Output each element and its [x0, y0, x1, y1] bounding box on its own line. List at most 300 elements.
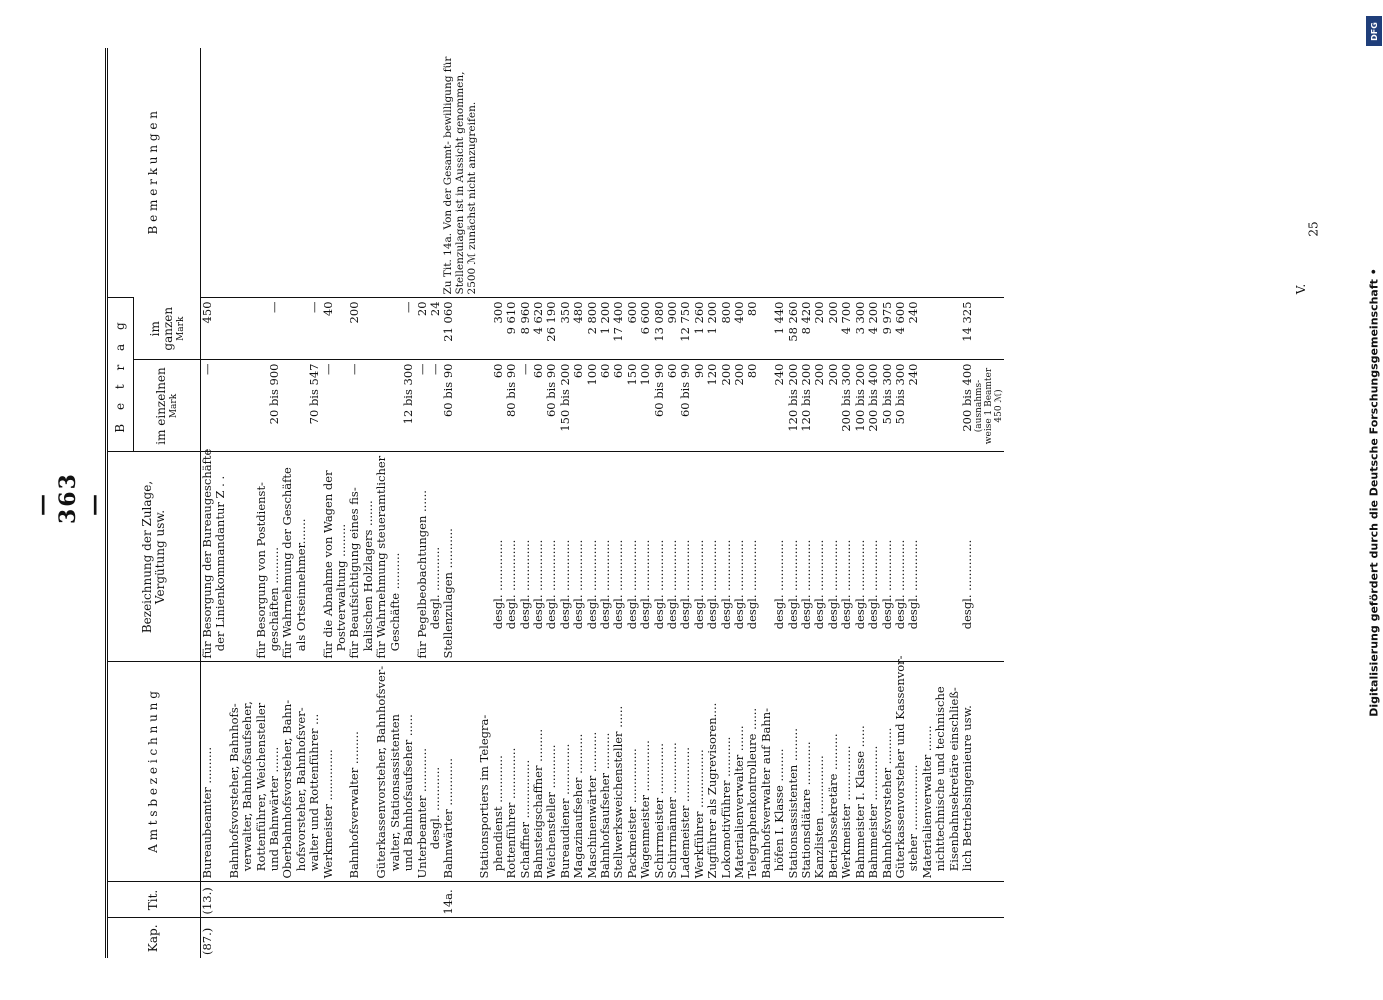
cell-tit — [679, 882, 692, 918]
cell-bez: desgl. .............. — [746, 452, 759, 662]
cell-bemerkung — [840, 48, 853, 298]
cell-ganzen: 26 190 — [545, 298, 558, 360]
cell-amt: Güterkassenvorsteher, Bahnhofsver- walter, Stationsassistenten und Bahnhofsaufseher ...... — [375, 662, 415, 882]
cell-ganzen: 12 750 — [679, 298, 692, 360]
cell-einzelnen: 50 bis 300 — [881, 360, 894, 452]
cell-ganzen: 1 200 — [599, 298, 612, 360]
cell-bemerkung — [800, 48, 813, 298]
cell-tit — [693, 882, 706, 918]
cell-bez: desgl. .............. — [800, 452, 813, 662]
cell-tit — [746, 882, 759, 918]
cell-einzelnen: 200 — [813, 360, 826, 452]
cell-bemerkung — [854, 48, 867, 298]
table-row — [720, 48, 733, 958]
table-row — [612, 48, 625, 958]
cell-bemerkung — [706, 48, 719, 298]
cell-einzelnen: 150 bis 200 — [559, 360, 572, 452]
cell-kap — [693, 918, 706, 958]
cell-bez: desgl. .............. — [612, 452, 625, 662]
cell-bez: desgl. .............. — [720, 452, 733, 662]
table-row — [586, 48, 599, 958]
cell-bez: für Besorgung von Postdienst- geschäften .......... — [228, 452, 282, 662]
table-body — [201, 48, 1005, 958]
cell-amt: Bahnmeister ............... — [867, 662, 880, 882]
cell-bez: desgl. .............. — [586, 452, 599, 662]
cell-einzelnen: 80 — [746, 360, 759, 452]
cell-tit — [416, 882, 443, 918]
cell-amt: Wagenmeister .............. — [639, 662, 652, 882]
cell-einzelnen: 60 bis 90 — [545, 360, 558, 452]
cell-kap — [322, 918, 349, 958]
cell-einzelnen: 200 — [733, 360, 746, 452]
header-amt: A m t s b e z e i c h n u n g — [107, 662, 201, 882]
cell-ganzen: — — [281, 298, 321, 360]
cell-bemerkung — [532, 48, 545, 298]
cell-einzelnen: — — [348, 360, 375, 452]
cell-amt: Bahnhofsvorsteher, Bahnhofs- verwalter, Bahnhofsaufseher, Rottenführer, Weichensteller und Bahnwärter ....... — [228, 662, 282, 882]
cell-kap — [720, 918, 733, 958]
table-row — [881, 48, 894, 958]
cell-kap — [787, 918, 800, 958]
cell-amt: Magazinaufseher ........... — [572, 662, 585, 882]
cell-einzelnen: — — — [416, 360, 443, 452]
cell-ganzen: 200 — [348, 298, 375, 360]
cell-bemerkung — [626, 48, 639, 298]
cell-tit — [599, 882, 612, 918]
cell-bez: für die Abnahme von Wagen der Postverwaltung ......... — [322, 452, 349, 662]
cell-bez: Stellenzulagen ........... — [442, 452, 478, 662]
cell-bemerkung — [599, 48, 612, 298]
cell-einzelnen: 240 — [760, 360, 787, 452]
footer-number: 25 — [1306, 221, 1321, 237]
cell-tit — [720, 882, 733, 918]
cell-einzelnen: 120 bis 200 — [800, 360, 813, 452]
cell-kap — [478, 918, 505, 958]
cell-ganzen: 14 325 — [921, 298, 1005, 360]
cell-amt: Bahnsteigschaffner ......... — [532, 662, 545, 882]
cell-ganzen: — — [228, 298, 282, 360]
cell-tit — [706, 882, 719, 918]
cell-amt: Unterbeamter ............ desgl. ............ — [416, 662, 443, 882]
cell-bez: desgl. .............. — [693, 452, 706, 662]
cell-tit — [827, 882, 840, 918]
cell-amt: Stellwerksweichensteller ...... — [612, 662, 625, 882]
cell-bemerkung — [720, 48, 733, 298]
cell-kap — [572, 918, 585, 958]
cell-bez: desgl. .............. — [532, 452, 545, 662]
cell-bez: desgl. .............. — [599, 452, 612, 662]
cell-tit — [505, 882, 518, 918]
table-row — [679, 48, 692, 958]
table-row — [760, 48, 787, 958]
cell-kap — [800, 918, 813, 958]
cell-bemerkung — [881, 48, 894, 298]
cell-ganzen: 80 — [746, 298, 759, 360]
cell-einzelnen: 120 — [706, 360, 719, 452]
dfg-logo: DFG — [1366, 16, 1382, 46]
cell-einzelnen: 50 bis 300 240 — [894, 360, 921, 452]
cell-bemerkung: Zu Tit. 14a. Von der Gesamt- bewilligung für Stellenzulagen ist in Aussicht genommen, 2500 ℳ zunächst nicht anzugreifen. — [442, 56, 479, 295]
cell-bemerkung — [586, 48, 599, 298]
header-kap: Kap. — [107, 918, 201, 958]
cell-kap — [746, 918, 759, 958]
cell-amt: Telegraphenkontrolleure ...... — [746, 662, 759, 882]
cell-kap — [639, 918, 652, 958]
cell-tit — [626, 882, 639, 918]
cell-bemerkung — [375, 48, 415, 298]
cell-ganzen: 21 060 — [442, 298, 478, 360]
cell-kap — [733, 918, 746, 958]
cell-bez: desgl. .............. — [760, 452, 787, 662]
header-ganzen: im ganzen Mark — [134, 298, 201, 360]
cell-tit — [322, 882, 349, 918]
cell-tit — [519, 882, 532, 918]
table-row — [281, 48, 321, 958]
cell-tit — [375, 882, 415, 918]
cell-amt: Materialienverwalter ....... nichttechnische und technische Eisenbahnsekretäre einschließ- lich Betriebsingenieure usw. — [921, 662, 1005, 882]
cell-kap — [416, 918, 443, 958]
table-row — [733, 48, 746, 958]
header-betrag: B e t r a g — [107, 298, 134, 452]
cell-tit — [867, 882, 880, 918]
cell-einzelnen: 80 bis 90 — [505, 360, 518, 452]
header-einzelnen: im einzelnen Mark — [134, 360, 201, 452]
table-row — [375, 48, 415, 958]
watermark — [1366, 8, 1383, 988]
cell-bez: desgl. .............. — [706, 452, 719, 662]
cell-einzelnen: 150 — [626, 360, 639, 452]
table-row — [800, 48, 813, 958]
table-row — [706, 48, 719, 958]
cell-ganzen: 300 — [478, 298, 505, 360]
cell-tit — [478, 882, 505, 918]
cell-einzelnen: 120 bis 200 — [787, 360, 800, 452]
cell-bez: desgl. .............. — [881, 452, 894, 662]
cell-amt: Lokomotivführer ........... — [720, 662, 733, 882]
cell-ganzen: 4 600 240 — [894, 298, 921, 360]
cell-kap — [281, 918, 321, 958]
cell-bemerkung — [787, 48, 800, 298]
cell-ganzen: 17 400 — [612, 298, 625, 360]
cell-amt: Güterkassenvorsteher und Kassenvor- steher .................. — [894, 662, 921, 882]
cell-ganzen: 900 — [666, 298, 679, 360]
table-row — [894, 48, 921, 958]
cell-amt: Stationsdiätare ............ — [800, 662, 813, 882]
cell-amt: Stationsassistenten ......... — [787, 662, 800, 882]
cell-kap — [442, 918, 478, 958]
cell-tit — [813, 882, 826, 918]
cell-bemerkung — [519, 48, 532, 298]
cell-bez: desgl. .............. — [559, 452, 572, 662]
cell-bemerkung — [666, 48, 679, 298]
header-bez: Bezeichnung der Zulage, Vergütung usw. — [107, 452, 201, 662]
cell-einzelnen: 100 — [586, 360, 599, 452]
cell-bez: für Pegelbeobachtungen ...... desgl. ............ — [416, 452, 443, 662]
cell-kap — [867, 918, 880, 958]
cell-kap — [505, 918, 518, 958]
cell-bemerkung — [281, 48, 321, 298]
cell-einzelnen: 60 — [532, 360, 545, 452]
cell-amt: Bahnwärter ............. — [442, 662, 478, 882]
cell-bez: desgl. .............. — [519, 452, 532, 662]
cell-kap — [586, 918, 599, 958]
cell-bemerkung — [416, 48, 443, 298]
cell-tit — [559, 882, 572, 918]
cell-bez: desgl. .............. — [572, 452, 585, 662]
cell-bemerkung — [505, 48, 518, 298]
cell-bez: desgl. .............. — [787, 452, 800, 662]
cell-bez: desgl. .............. — [639, 452, 652, 662]
cell-bez: desgl. .............. — [867, 452, 880, 662]
cell-amt: Schirrmeister .............. — [653, 662, 666, 882]
cell-bez: desgl. .............. — [666, 452, 679, 662]
cell-tit — [840, 882, 853, 918]
table-row — [787, 48, 800, 958]
cell-einzelnen: 200 bis 300 — [840, 360, 853, 452]
cell-bez: desgl. .............. — [827, 452, 840, 662]
cell-bemerkung — [894, 48, 921, 298]
cell-amt: Lademeister ............... — [679, 662, 692, 882]
footer-mark: V. — [1294, 283, 1309, 295]
cell-ganzen: 13 080 — [653, 298, 666, 360]
cell-ganzen: 2 800 — [586, 298, 599, 360]
cell-tit — [228, 882, 282, 918]
cell-tit: 14a. — [442, 882, 478, 918]
cell-bemerkung — [348, 48, 375, 298]
cell-kap — [559, 918, 572, 958]
cell-tit — [586, 882, 599, 918]
cell-ganzen: 9 610 — [505, 298, 518, 360]
cell-bemerkung — [545, 48, 558, 298]
table-row — [228, 48, 282, 958]
table-row — [505, 48, 518, 958]
cell-einzelnen: 60 bis 90 — [679, 360, 692, 452]
cell-kap — [228, 918, 282, 958]
cell-kap — [813, 918, 826, 958]
cell-ganzen: 4 200 — [867, 298, 880, 360]
cell-amt: Bahnhofsaufseher .......... — [599, 662, 612, 882]
cell-bez: desgl. .............. — [545, 452, 558, 662]
table-row — [666, 48, 679, 958]
cell-amt: Maschinenwärter ........... — [586, 662, 599, 882]
cell-einzelnen: 60 — [599, 360, 612, 452]
cell-tit — [881, 882, 894, 918]
cell-bemerkung — [201, 48, 228, 298]
cell-einzelnen: — — [322, 360, 349, 452]
cell-tit — [894, 882, 921, 918]
cell-kap — [666, 918, 679, 958]
table-row — [639, 48, 652, 958]
cell-bez: desgl. .............. — [854, 452, 867, 662]
cell-einzelnen: 12 bis 300 — [375, 360, 415, 452]
cell-einzelnen: 60 — [572, 360, 585, 452]
cell-tit — [787, 882, 800, 918]
cell-amt: Stationsportiers im Telegra- phendienst ............. — [478, 662, 505, 882]
cell-amt: Schirrmänner .............. — [666, 662, 679, 882]
cell-ganzen: 9 975 — [881, 298, 894, 360]
cell-amt: Packmeister ............... — [626, 662, 639, 882]
cell-bemerkung — [572, 48, 585, 298]
table-row — [572, 48, 585, 958]
table-row — [867, 48, 880, 958]
cell-ganzen: 450 — [201, 298, 228, 360]
cell-amt: Bahnmeister I. Klasse ...... — [854, 662, 867, 882]
cell-amt: Zugführer als Zugrevisoren.... — [706, 662, 719, 882]
cell-ganzen: 1 260 — [693, 298, 706, 360]
cell-bez: desgl. .............. desgl. .............. — [894, 452, 921, 662]
cell-einzelnen: 200 bis 400 — [867, 360, 880, 452]
cell-amt: Kanzlisten ................ — [813, 662, 826, 882]
cell-ganzen: 400 — [733, 298, 746, 360]
cell-kap — [760, 918, 787, 958]
cell-amt: Schaffner ................ — [519, 662, 532, 882]
cell-tit — [639, 882, 652, 918]
cell-ganzen: 40 — [322, 298, 349, 360]
cell-amt: Werkmeister .............. — [322, 662, 349, 882]
cell-ganzen: 200 — [813, 298, 826, 360]
cell-bemerkung — [746, 48, 759, 298]
cell-bez: desgl. .............. — [840, 452, 853, 662]
table-row — [653, 48, 666, 958]
cell-note: (ausnahms- weise 1 Beamter 450 ℳ) — [974, 367, 1005, 445]
cell-bemerkung — [639, 48, 652, 298]
cell-bemerkung — [921, 48, 1005, 298]
cell-bez: für Besorgung der Bureaugeschäfte der Linienkommandantur Z . . — [201, 452, 228, 662]
watermark-text: Digitalisierung gefördert durch die Deutsche Forschungsgemeinschaft • — [1367, 268, 1381, 717]
cell-ganzen: — — [375, 298, 415, 360]
cell-einzelnen: 200 — [827, 360, 840, 452]
cell-amt: Bahnhofsvorsteher .......... — [881, 662, 894, 882]
table-row — [827, 48, 840, 958]
cell-ganzen: 4 620 — [532, 298, 545, 360]
cell-bemerkung — [679, 48, 692, 298]
cell-bemerkung — [827, 48, 840, 298]
cell-kap: (87.) — [201, 918, 228, 958]
cell-bez: desgl. .............. — [478, 452, 505, 662]
allowance-table — [105, 48, 1004, 958]
table-row — [693, 48, 706, 958]
header-tit: Tit. — [107, 882, 201, 918]
cell-kap — [626, 918, 639, 958]
cell-kap — [881, 918, 894, 958]
cell-tit — [854, 882, 867, 918]
table-row — [416, 48, 443, 958]
cell-einzelnen: 60 — [612, 360, 625, 452]
cell-kap — [854, 918, 867, 958]
cell-bemerkung — [867, 48, 880, 298]
cell-tit — [653, 882, 666, 918]
cell-bemerkung — [322, 48, 349, 298]
table-row — [626, 48, 639, 958]
cell-bez: desgl. .............. — [653, 452, 666, 662]
cell-tit — [532, 882, 545, 918]
cell-kap — [612, 918, 625, 958]
cell-bemerkung — [653, 48, 666, 298]
cell-einzelnen: 60 bis 90 — [653, 360, 666, 452]
cell-amt: Rottenführer .............. — [505, 662, 518, 882]
cell-amt: Betriebssekretäre .......... — [827, 662, 840, 882]
cell-ganzen: 8 960 — [519, 298, 532, 360]
cell-einzelnen: 100 bis 200 — [854, 360, 867, 452]
table-row — [532, 48, 545, 958]
rotated-table — [105, 48, 1248, 958]
cell-amt: Werkmeister ............... — [840, 662, 853, 882]
cell-kap — [653, 918, 666, 958]
cell-tit — [921, 882, 1005, 918]
cell-einzelnen: 100 — [639, 360, 652, 452]
cell-bemerkung — [733, 48, 746, 298]
cell-einzelnen: 60 — [478, 360, 505, 452]
cell-ganzen: 350 — [559, 298, 572, 360]
cell-bemerkung — [228, 48, 282, 298]
cell-ganzen: 1 440 — [760, 298, 787, 360]
cell-einzelnen: 60 — [666, 360, 679, 452]
cell-ganzen: 20 24 — [416, 298, 443, 360]
cell-ganzen: 1 200 — [706, 298, 719, 360]
cell-amt: Bureaubeamter .......... — [201, 662, 228, 882]
cell-ganzen: 3 300 — [854, 298, 867, 360]
cell-amt: Werkführer ................ — [693, 662, 706, 882]
cell-ganzen: 4 700 — [840, 298, 853, 360]
table-row — [746, 48, 759, 958]
cell-einzelnen: 200 — [720, 360, 733, 452]
cell-tit — [572, 882, 585, 918]
cell-kap — [545, 918, 558, 958]
table-row — [599, 48, 612, 958]
cell-tit: (13.) — [201, 882, 228, 918]
cell-bez: für Wahrnehmung steueramtlicher Geschäfte .......... — [375, 452, 415, 662]
cell-bemerkung — [760, 48, 787, 298]
cell-einzelnen: 200 bis 400 (ausnahms- weise 1 Beamter 450 ℳ) — [921, 360, 1005, 452]
cell-amt: Bureaudiener .............. — [559, 662, 572, 882]
cell-bez: desgl. .............. — [679, 452, 692, 662]
cell-tit — [733, 882, 746, 918]
cell-einzelnen: 70 bis 547 — [281, 360, 321, 452]
cell-bez: desgl. .............. — [813, 452, 826, 662]
cell-bez: desgl. .............. — [505, 452, 518, 662]
cell-einzelnen: 90 — [693, 360, 706, 452]
table-row — [840, 48, 853, 958]
cell-ganzen: 800 — [720, 298, 733, 360]
table-row — [478, 48, 505, 958]
cell-kap — [921, 918, 1005, 958]
cell-bez: desgl. .............. — [626, 452, 639, 662]
table-row — [322, 48, 349, 958]
table-row — [854, 48, 867, 958]
cell-einzelnen: — — [519, 360, 532, 452]
table-row — [545, 48, 558, 958]
cell-bez: desgl. .............. — [733, 452, 746, 662]
cell-amt: Bahnhofsverwalter auf Bahn- höfen I. Klasse ......... — [760, 662, 787, 882]
cell-kap — [348, 918, 375, 958]
cell-bemerkung — [612, 48, 625, 298]
table-row — [442, 48, 478, 958]
cell-einzelnen: 60 bis 90 — [442, 360, 478, 452]
table-row — [348, 48, 375, 958]
page-number: — 363 — — [29, 472, 107, 524]
cell-amt: Oberbahnhofsvorsteher, Bahn- hofsvorsteher, Bahnhofsver- walter und Rottenführer ... — [281, 662, 321, 882]
cell-ganzen: 58 260 — [787, 298, 800, 360]
cell-amt: Weichensteller ............ — [545, 662, 558, 882]
cell-ganzen: 200 — [827, 298, 840, 360]
cell-kap — [827, 918, 840, 958]
cell-kap — [679, 918, 692, 958]
cell-tit — [281, 882, 321, 918]
cell-ganzen: 480 — [572, 298, 585, 360]
cell-ganzen: 8 420 — [800, 298, 813, 360]
cell-tit — [760, 882, 787, 918]
cell-tit — [348, 882, 375, 918]
